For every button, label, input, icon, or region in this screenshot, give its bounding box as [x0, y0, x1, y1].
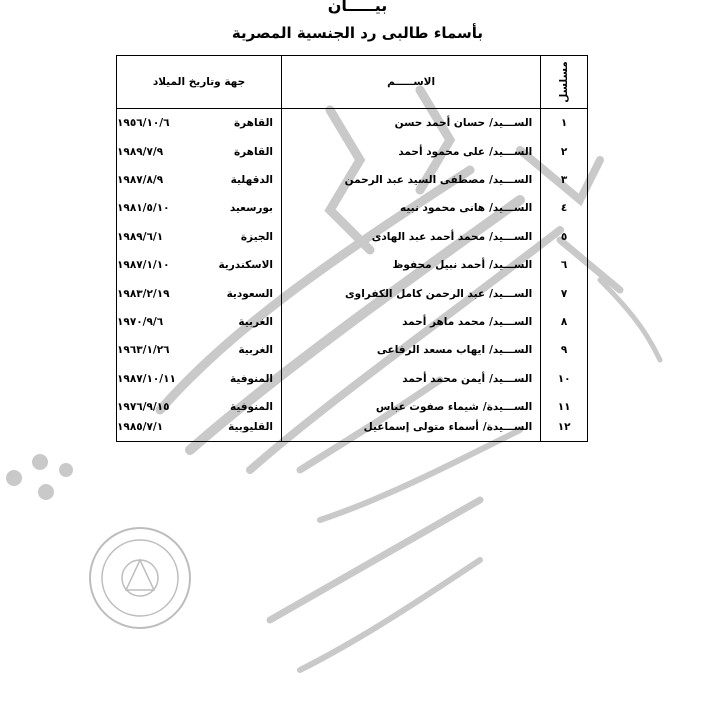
row-name: مصطفى السيد عبد الرحمن — [344, 173, 486, 186]
row-place: السعودية — [226, 287, 273, 300]
row-serial: ٨ — [541, 308, 588, 336]
table-row — [117, 421, 588, 442]
names-table — [116, 55, 588, 442]
table-row — [117, 137, 588, 165]
row-name: أحمد نبيل محفوظ — [392, 259, 486, 272]
table-row — [117, 336, 588, 364]
row-name: أيمن محمد أحمد — [402, 372, 486, 385]
row-serial: ٩ — [541, 336, 588, 364]
table-row — [117, 393, 588, 421]
table-row — [117, 308, 588, 336]
row-serial: ٢ — [541, 137, 588, 165]
row-title: الســـيدة/ — [482, 421, 533, 434]
row-place-cell — [117, 109, 282, 138]
table-row — [117, 109, 588, 138]
row-dob: ١٩٦٣/١/٢٦ — [117, 344, 170, 357]
row-dob: ١٩٧٠/٩/٦ — [117, 315, 164, 328]
row-place-cell — [117, 393, 282, 421]
row-name-cell — [282, 223, 541, 251]
row-serial: ١ — [541, 109, 588, 138]
row-place: الدقهلية — [230, 173, 273, 186]
row-name: شيماء صفوت عباس — [375, 401, 479, 414]
row-place: الغربية — [238, 315, 273, 328]
row-dob: ١٩٥٦/١٠/٦ — [117, 117, 170, 130]
row-title: الســـيد/ — [489, 145, 533, 158]
row-place: الجيزة — [240, 230, 273, 243]
table-header-row — [117, 56, 588, 109]
row-name: محمد ماهر أحمد — [402, 315, 486, 328]
row-dob: ١٩٨٧/١٠/١١ — [117, 372, 176, 385]
table-row — [117, 194, 588, 222]
row-title: الســـيد/ — [489, 259, 533, 272]
row-place-cell — [117, 279, 282, 307]
row-serial: ٤ — [541, 194, 588, 222]
document-title: بيـــــان — [327, 0, 388, 15]
table-row — [117, 279, 588, 307]
row-name-cell — [282, 166, 541, 194]
row-name-cell — [282, 194, 541, 222]
table-row — [117, 251, 588, 279]
header-place-dob: جهة وتاريخ الميلاد — [117, 56, 282, 109]
row-place: القاهرة — [233, 117, 273, 130]
row-place: القليوبية — [228, 421, 273, 434]
row-title: الســـيد/ — [489, 117, 533, 130]
table-row — [117, 166, 588, 194]
row-name: أسماء متولى إسماعيل — [363, 421, 479, 434]
row-dob: ١٩٧٦/٩/١٥ — [117, 401, 170, 414]
row-name: هانى محمود نبيه — [400, 202, 486, 215]
row-place-cell — [117, 194, 282, 222]
row-dob: ١٩٨٩/٦/١ — [117, 230, 164, 243]
row-dob: ١٩٨٥/٧/١ — [117, 421, 164, 434]
row-dob: ١٩٨١/٥/١٠ — [117, 202, 170, 215]
row-place: بورسعيد — [229, 202, 273, 215]
document-subtitle: بأسماء طالبى رد الجنسية المصرية — [231, 24, 484, 42]
row-title: الســـيدة/ — [482, 401, 533, 414]
row-name: على محمود أحمد — [398, 145, 486, 158]
row-title: الســـيد/ — [489, 230, 533, 243]
row-name-cell — [282, 365, 541, 393]
row-name-cell — [282, 137, 541, 165]
row-place: الاسكندرية — [218, 259, 273, 272]
table-row — [117, 365, 588, 393]
row-name: ايهاب مسعد الرفاعى — [376, 344, 486, 357]
row-name-cell — [282, 279, 541, 307]
row-name: عبد الرحمن كامل الكفراوى — [345, 287, 486, 300]
row-serial: ٣ — [541, 166, 588, 194]
row-name-cell — [282, 393, 541, 421]
header-name: الاســـــم — [282, 56, 541, 109]
row-name-cell — [282, 251, 541, 279]
row-place-cell — [117, 223, 282, 251]
row-dob: ١٩٨٣/٢/١٩ — [117, 287, 170, 300]
row-title: الســـيد/ — [489, 173, 533, 186]
row-dob: ١٩٨٧/١/١٠ — [117, 259, 170, 272]
row-name: محمد أحمد عبد الهادى — [371, 230, 486, 243]
row-title: الســـيد/ — [489, 202, 533, 215]
row-name-cell — [282, 336, 541, 364]
row-title: الســـيد/ — [489, 344, 533, 357]
row-name: حسان أحمد حسن — [394, 117, 486, 130]
row-place-cell — [117, 308, 282, 336]
row-place-cell — [117, 336, 282, 364]
row-name-cell — [282, 421, 541, 442]
row-place: المنوفية — [230, 401, 273, 414]
row-place-cell — [117, 365, 282, 393]
row-place-cell — [117, 251, 282, 279]
row-title: الســـيد/ — [489, 315, 533, 328]
table-row — [117, 223, 588, 251]
row-serial: ١٠ — [541, 365, 588, 393]
header-serial: مسلسل — [541, 56, 588, 109]
row-place: المنوفية — [230, 372, 273, 385]
row-place: الغربية — [238, 344, 273, 357]
row-name-cell — [282, 109, 541, 138]
row-serial: ٥ — [541, 223, 588, 251]
row-serial: ١٢ — [541, 421, 588, 442]
row-place-cell — [117, 137, 282, 165]
row-title: الســـيد/ — [489, 287, 533, 300]
table-body — [117, 109, 588, 442]
row-serial: ٧ — [541, 279, 588, 307]
row-dob: ١٩٨٩/٧/٩ — [117, 145, 164, 158]
row-serial: ٦ — [541, 251, 588, 279]
row-title: الســـيد/ — [489, 372, 533, 385]
row-name-cell — [282, 308, 541, 336]
row-dob: ١٩٨٧/٨/٩ — [117, 173, 164, 186]
row-place-cell — [117, 421, 282, 442]
row-place-cell — [117, 166, 282, 194]
row-place: القاهرة — [233, 145, 273, 158]
row-serial: ١١ — [541, 393, 588, 421]
